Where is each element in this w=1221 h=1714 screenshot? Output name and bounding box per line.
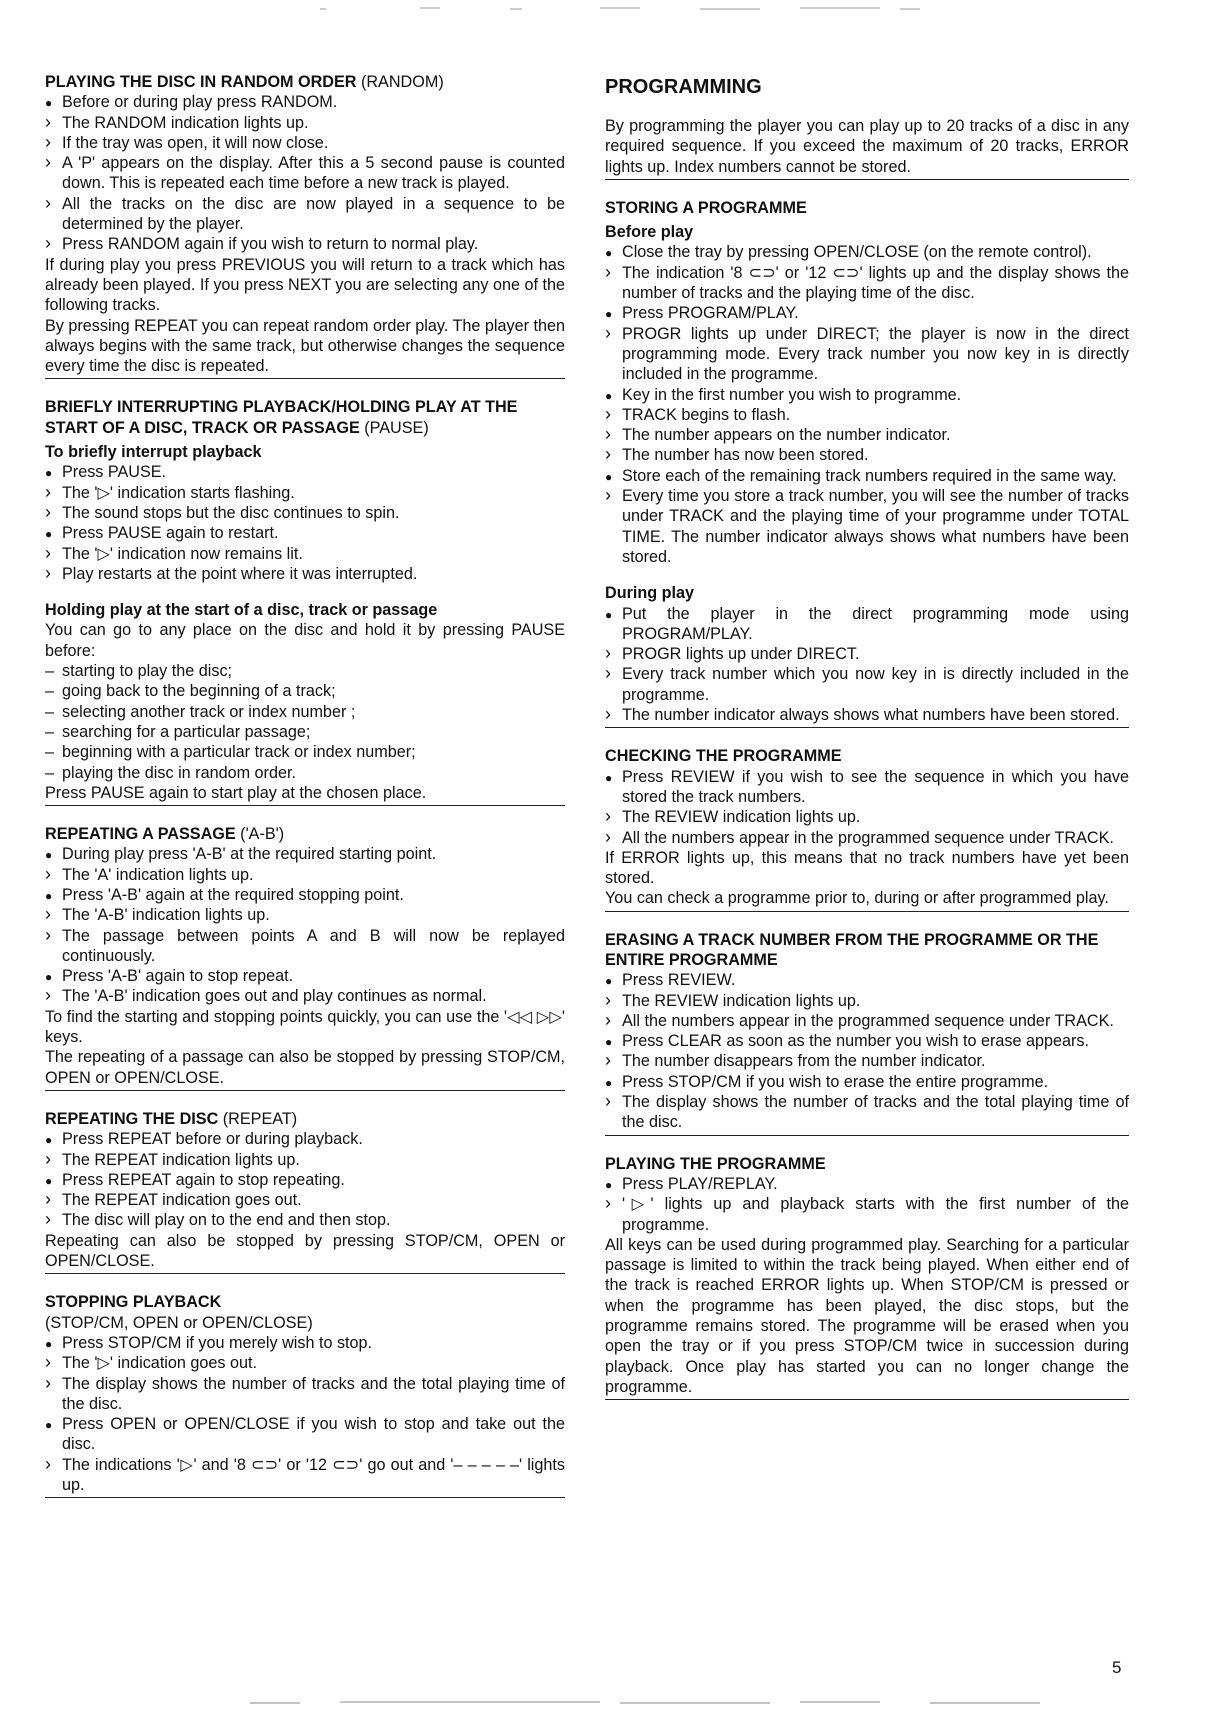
line-text: Press STOP/CM if you wish to erase the entire programme.	[622, 1072, 1049, 1091]
chevron-right-icon	[605, 405, 619, 425]
line-text: The passage between points A and B will now be replayed continuously.	[62, 926, 565, 965]
line-text: The sound stops but the disc continues to spin.	[62, 503, 400, 522]
section-title-bold: REPEATING THE DISC	[45, 1109, 219, 1128]
line-text: The indication '8 ⊂⊃' or '12 ⊂⊃' lights up and the display shows the number of tracks and the playing time of the disc.	[622, 263, 1129, 303]
chevron-right-icon	[605, 991, 619, 1011]
result-line	[605, 486, 1129, 567]
section-title-mode: (PAUSE)	[359, 418, 429, 437]
result-line	[45, 1190, 565, 1210]
paragraph: You can check a programme prior to, during or after programmed play.	[605, 889, 1109, 908]
section-repeat	[45, 1109, 565, 1274]
section-title-bold: STORING A PROGRAMME	[605, 198, 807, 217]
paragraph: To find the starting and stopping points quickly, you can use the '◁◁ ▷▷' keys.	[45, 1007, 565, 1047]
line-text: PROGR lights up under DIRECT; the player is now in the direct programming mode. Every track number you now key in is directly included in the programme.	[622, 324, 1129, 384]
paragraph: The repeating of a passage can also be stopped by pressing STOP/CM, OPEN or OPEN/CLOSE.	[45, 1048, 565, 1087]
chevron-right-icon	[45, 113, 59, 133]
dash-list-item	[45, 763, 565, 783]
section-title	[45, 397, 565, 438]
chevron-right-icon	[605, 807, 619, 827]
section-title-bold: PLAYING THE DISC IN RANDOM ORDER	[45, 73, 357, 91]
section-pause	[45, 397, 565, 806]
bullet-dot-icon	[45, 462, 59, 483]
paragraph: If during play you press PREVIOUS you will return to a track which has already been played. If you press NEXT you are selecting any one of the following tracks.	[45, 255, 565, 315]
result-line	[45, 544, 565, 564]
line-text: The REVIEW indication lights up.	[622, 808, 861, 827]
dash-list-item	[45, 681, 565, 701]
result-line	[605, 991, 1129, 1011]
section-title	[45, 1292, 565, 1312]
dash-list-item	[45, 742, 565, 762]
line-text: The number has now been stored.	[622, 446, 869, 465]
instruction-step	[605, 1031, 1129, 1051]
line-text: The display shows the number of tracks and the total playing time of the disc.	[62, 1374, 565, 1413]
instruction-step	[605, 242, 1129, 262]
instruction-step	[605, 767, 1129, 808]
line-text: '▷' lights up and playback starts with the first number of the programme.	[622, 1195, 1129, 1234]
chevron-right-icon	[605, 705, 619, 725]
line-text: playing the disc in random order.	[62, 763, 296, 782]
chevron-right-icon	[45, 133, 59, 153]
instruction-step	[45, 1333, 565, 1353]
instruction-step	[45, 1414, 565, 1455]
section-title-bold: REPEATING A PASSAGE	[45, 825, 236, 844]
line-text: All the tracks on the disc are now played in a sequence to be determined by the player.	[62, 194, 565, 234]
section-title-mode: ('A-B')	[235, 825, 285, 844]
instruction-step	[45, 462, 565, 482]
chevron-right-icon	[605, 445, 619, 465]
result-line	[605, 828, 1129, 848]
result-line	[45, 986, 565, 1006]
result-line	[45, 234, 565, 254]
line-text: Press 'A-B' again at the required stopping point.	[62, 885, 404, 904]
section-title-bold: PLAYING THE PROGRAMME	[605, 1154, 826, 1173]
chevron-right-icon	[605, 828, 619, 848]
subheading: During play	[605, 584, 695, 603]
paragraph: Press PAUSE again to start play at the chosen place.	[45, 783, 427, 802]
bullet-dot-icon	[45, 1170, 59, 1191]
chevron-right-icon	[605, 1011, 619, 1031]
line-text: Press CLEAR as soon as the number you wish to erase appears.	[622, 1032, 1089, 1051]
chevron-right-icon	[45, 865, 59, 885]
section-title	[45, 824, 565, 844]
result-line	[605, 664, 1129, 705]
bullet-dot-icon	[45, 885, 59, 906]
chevron-right-icon	[45, 1374, 59, 1394]
instruction-step	[45, 966, 565, 986]
instruction-step	[605, 303, 1129, 323]
result-line	[605, 263, 1129, 304]
section-title	[45, 1109, 565, 1129]
result-line	[45, 1210, 565, 1230]
dash-list-item	[45, 702, 565, 722]
chevron-right-icon	[45, 544, 59, 564]
section-title-bold: BRIEFLY INTERRUPTING PLAYBACK/HOLDING PLAY AT THE START OF A DISC, TRACK OR PASSAGE	[45, 398, 518, 437]
line-text: Store each of the remaining track numbers required in the same way.	[622, 466, 1117, 485]
instruction-step	[605, 466, 1129, 486]
chevron-right-icon	[45, 926, 59, 946]
line-text: searching for a particular passage;	[62, 722, 311, 741]
bullet-dot-icon	[605, 385, 619, 406]
instruction-step	[605, 970, 1129, 990]
bullet-dot-icon	[605, 970, 619, 991]
bullet-dot-icon	[605, 1031, 619, 1052]
line-text: The indications '▷' and '8 ⊂⊃' or '12 ⊂⊃' go out and '– – – – –' lights up.	[62, 1455, 565, 1494]
line-text: A 'P' appears on the display. After this a 5 second pause is counted down. This is repeated each time before a new track is played.	[62, 154, 565, 193]
chevron-right-icon	[605, 486, 619, 506]
paragraph: You can go to any place on the disc and hold it by pressing PAUSE before:	[45, 621, 565, 660]
line-text: Press 'A-B' again to stop repeat.	[62, 967, 294, 986]
line-text: The '▷' indication starts flashing.	[62, 483, 295, 502]
line-text: All the numbers appear in the programmed sequence under TRACK.	[622, 828, 1114, 847]
line-text: Press REVIEW if you wish to see the sequence in which you have stored the track numbers.	[622, 767, 1129, 806]
section-title	[605, 1154, 1129, 1174]
section-title-bold: STOPPING PLAYBACK	[45, 1293, 222, 1312]
section-random	[45, 72, 565, 379]
dash-icon	[45, 702, 59, 722]
line-text: Close the tray by pressing OPEN/CLOSE (on the remote control).	[622, 243, 1092, 262]
subheading: To briefly interrupt playback	[45, 443, 262, 462]
programming-intro	[605, 116, 1129, 180]
result-line	[605, 1011, 1129, 1031]
paragraph: (STOP/CM, OPEN or OPEN/CLOSE)	[45, 1313, 313, 1332]
result-line	[605, 1194, 1129, 1235]
chevron-right-icon	[605, 1051, 619, 1071]
right-column	[605, 72, 1129, 1418]
result-line	[45, 905, 565, 925]
subheading: Holding play at the start of a disc, track or passage	[45, 601, 438, 620]
instruction-step	[45, 1129, 565, 1149]
result-line	[45, 926, 565, 967]
section-title-bold: CHECKING THE PROGRAMME	[605, 747, 842, 766]
section-title	[605, 746, 1129, 766]
line-text: Press PAUSE again to restart.	[62, 524, 279, 543]
line-text: Press REPEAT again to stop repeating.	[62, 1170, 345, 1189]
bullet-dot-icon	[605, 1174, 619, 1195]
section-store	[605, 198, 1129, 728]
line-text: The RANDOM indication lights up.	[62, 113, 309, 132]
chevron-right-icon	[605, 1194, 619, 1214]
result-line	[45, 153, 565, 194]
instruction-step	[45, 885, 565, 905]
subheading: Before play	[605, 223, 694, 242]
line-text: All the numbers appear in the programmed sequence under TRACK.	[622, 1011, 1114, 1030]
dash-icon	[45, 742, 59, 762]
line-text: Play restarts at the point where it was interrupted.	[62, 564, 418, 583]
section-title-mode: (RANDOM)	[356, 73, 444, 91]
result-line	[45, 113, 565, 133]
section-check	[605, 746, 1129, 911]
line-text: The number appears on the number indicator.	[622, 426, 951, 445]
instruction-step	[605, 1174, 1129, 1194]
bullet-dot-icon	[45, 1129, 59, 1150]
result-line	[605, 1092, 1129, 1133]
section-title	[605, 930, 1129, 971]
instruction-step	[45, 523, 565, 543]
bullet-dot-icon	[45, 92, 59, 113]
dash-icon	[45, 661, 59, 681]
page-number: 5	[1112, 1658, 1122, 1677]
programming-heading: PROGRAMMING	[605, 76, 762, 98]
line-text: The '▷' indication now remains lit.	[62, 544, 303, 563]
line-text: selecting another track or index number ;	[62, 702, 356, 721]
line-text: Press PAUSE.	[62, 463, 167, 482]
bullet-dot-icon	[605, 767, 619, 788]
chevron-right-icon	[45, 905, 59, 925]
line-text: The number disappears from the number indicator.	[622, 1052, 986, 1071]
chevron-right-icon	[45, 1353, 59, 1373]
line-text: If the tray was open, it will now close.	[62, 133, 329, 152]
chevron-right-icon	[45, 153, 59, 173]
bullet-dot-icon	[45, 966, 59, 987]
chevron-right-icon	[45, 503, 59, 523]
dash-icon	[45, 722, 59, 742]
chevron-right-icon	[45, 1150, 59, 1170]
line-text: The 'A' indication lights up.	[62, 865, 254, 884]
line-text: PROGR lights up under DIRECT.	[622, 645, 860, 664]
chevron-right-icon	[605, 425, 619, 445]
chevron-right-icon	[45, 564, 59, 584]
instruction-step	[45, 92, 565, 112]
section-title-mode: (REPEAT)	[218, 1109, 298, 1128]
result-line	[45, 1150, 565, 1170]
line-text: TRACK begins to flash.	[622, 405, 791, 424]
paragraph: By pressing REPEAT you can repeat random order play. The player then always begins with the same track, but otherwise changes the sequence every time the disc is repeated.	[45, 316, 565, 376]
bullet-dot-icon	[605, 1072, 619, 1093]
chevron-right-icon	[605, 644, 619, 664]
result-line	[605, 1051, 1129, 1071]
bullet-dot-icon	[605, 466, 619, 487]
result-line	[605, 644, 1129, 664]
section-playprog	[605, 1154, 1129, 1401]
result-line	[45, 194, 565, 235]
line-text: Before or during play press RANDOM.	[62, 93, 338, 112]
line-text: Press PROGRAM/PLAY.	[622, 304, 799, 323]
result-line	[45, 1455, 565, 1496]
chevron-right-icon	[605, 1092, 619, 1112]
line-text: The 'A-B' indication lights up.	[62, 906, 270, 925]
line-text: The REPEAT indication lights up.	[62, 1150, 300, 1169]
bullet-dot-icon	[605, 303, 619, 324]
line-text: Press OPEN or OPEN/CLOSE if you wish to stop and take out the disc.	[62, 1415, 565, 1454]
dash-icon	[45, 763, 59, 783]
bullet-dot-icon	[605, 242, 619, 263]
result-line	[45, 483, 565, 503]
line-text: Every time you store a track number, you will see the number of tracks under TRACK and the playing time of your programme under TOTAL TIME. The number indicator always shows what numbers have been stored.	[622, 487, 1129, 566]
section-title	[605, 198, 1129, 218]
result-line	[45, 133, 565, 153]
chevron-right-icon	[45, 1190, 59, 1210]
bullet-dot-icon	[45, 844, 59, 865]
paragraph: If ERROR lights up, this means that no track numbers have yet been stored.	[605, 848, 1129, 888]
line-text: Every track number which you now key in is directly included in the programme.	[622, 665, 1129, 704]
line-text: starting to play the disc;	[62, 662, 233, 681]
instruction-step	[45, 1170, 565, 1190]
result-line	[605, 425, 1129, 445]
section-title	[45, 72, 565, 92]
line-text: The REPEAT indication goes out.	[62, 1191, 302, 1210]
bullet-dot-icon	[605, 604, 619, 625]
chevron-right-icon	[45, 234, 59, 254]
instruction-step	[605, 385, 1129, 405]
paragraph: All keys can be used during programmed play. Searching for a particular passage is limited to within the track being played. When either end of the track is reached ERROR lights up. When STOP/CM is pressed or when the programme has been played, the disc stops, but the programme remains stored. The programme will be erased when you open the tray or if you press STOP/CM twice in succession during playback. Once play has started you can no longer change the programme.	[605, 1235, 1129, 1396]
result-line	[605, 405, 1129, 425]
line-text: Press REVIEW.	[622, 971, 736, 990]
chevron-right-icon	[45, 1210, 59, 1230]
intro-text: By programming the player you can play up to 20 tracks of a disc in any required sequence. If you exceed the maximum of 20 tracks, ERROR lights up. Index numbers cannot be stored.	[605, 117, 1129, 176]
line-text: During play press 'A-B' at the required starting point.	[62, 845, 437, 864]
line-text: The REVIEW indication lights up.	[622, 991, 861, 1010]
chevron-right-icon	[605, 324, 619, 344]
line-text: beginning with a particular track or index number;	[62, 743, 416, 762]
line-text: The 'A-B' indication goes out and play continues as normal.	[62, 987, 487, 1006]
left-column	[45, 72, 565, 1516]
section-erase	[605, 930, 1129, 1136]
line-text: going back to the beginning of a track;	[62, 682, 336, 701]
instruction-step	[45, 844, 565, 864]
instruction-step	[605, 604, 1129, 645]
result-line	[45, 1353, 565, 1373]
line-text: The '▷' indication goes out.	[62, 1354, 258, 1373]
result-line	[605, 445, 1129, 465]
line-text: Put the player in the direct programming mode using PROGRAM/PLAY.	[622, 604, 1129, 643]
chevron-right-icon	[45, 1455, 59, 1475]
line-text: The display shows the number of tracks and the total playing time of the disc.	[622, 1093, 1129, 1132]
result-line	[605, 807, 1129, 827]
paragraph: Repeating can also be stopped by pressing STOP/CM, OPEN or OPEN/CLOSE.	[45, 1231, 565, 1271]
line-text: Key in the first number you wish to programme.	[622, 385, 962, 404]
chevron-right-icon	[45, 194, 59, 214]
scan-noise-bottom	[0, 1700, 1221, 1708]
section-stop	[45, 1292, 565, 1498]
chevron-right-icon	[45, 483, 59, 503]
line-text: The number indicator always shows what numbers have been stored.	[622, 706, 1120, 725]
result-line	[45, 1374, 565, 1415]
scan-noise-top	[0, 4, 1221, 12]
line-text: Press PLAY/REPLAY.	[622, 1174, 778, 1193]
line-text: The disc will play on to the end and then stop.	[62, 1211, 391, 1230]
bullet-dot-icon	[45, 1414, 59, 1435]
bullet-dot-icon	[45, 523, 59, 544]
chevron-right-icon	[45, 986, 59, 1006]
bullet-dot-icon	[45, 1333, 59, 1354]
line-text: Press REPEAT before or during playback.	[62, 1130, 363, 1149]
line-text: Press RANDOM again if you wish to return to normal play.	[62, 235, 479, 254]
dash-list-item	[45, 661, 565, 681]
dash-icon	[45, 681, 59, 701]
section-title-bold: ERASING A TRACK NUMBER FROM THE PROGRAMME OR THE ENTIRE PROGRAMME	[605, 930, 1099, 969]
result-line	[45, 503, 565, 523]
dash-list-item	[45, 722, 565, 742]
instruction-step	[605, 1072, 1129, 1092]
section-ab	[45, 824, 565, 1091]
result-line	[45, 865, 565, 885]
chevron-right-icon	[605, 664, 619, 684]
result-line	[45, 564, 565, 584]
chevron-right-icon	[605, 263, 619, 283]
line-text: Press STOP/CM if you merely wish to stop.	[62, 1333, 373, 1352]
result-line	[605, 705, 1129, 725]
result-line	[605, 324, 1129, 385]
